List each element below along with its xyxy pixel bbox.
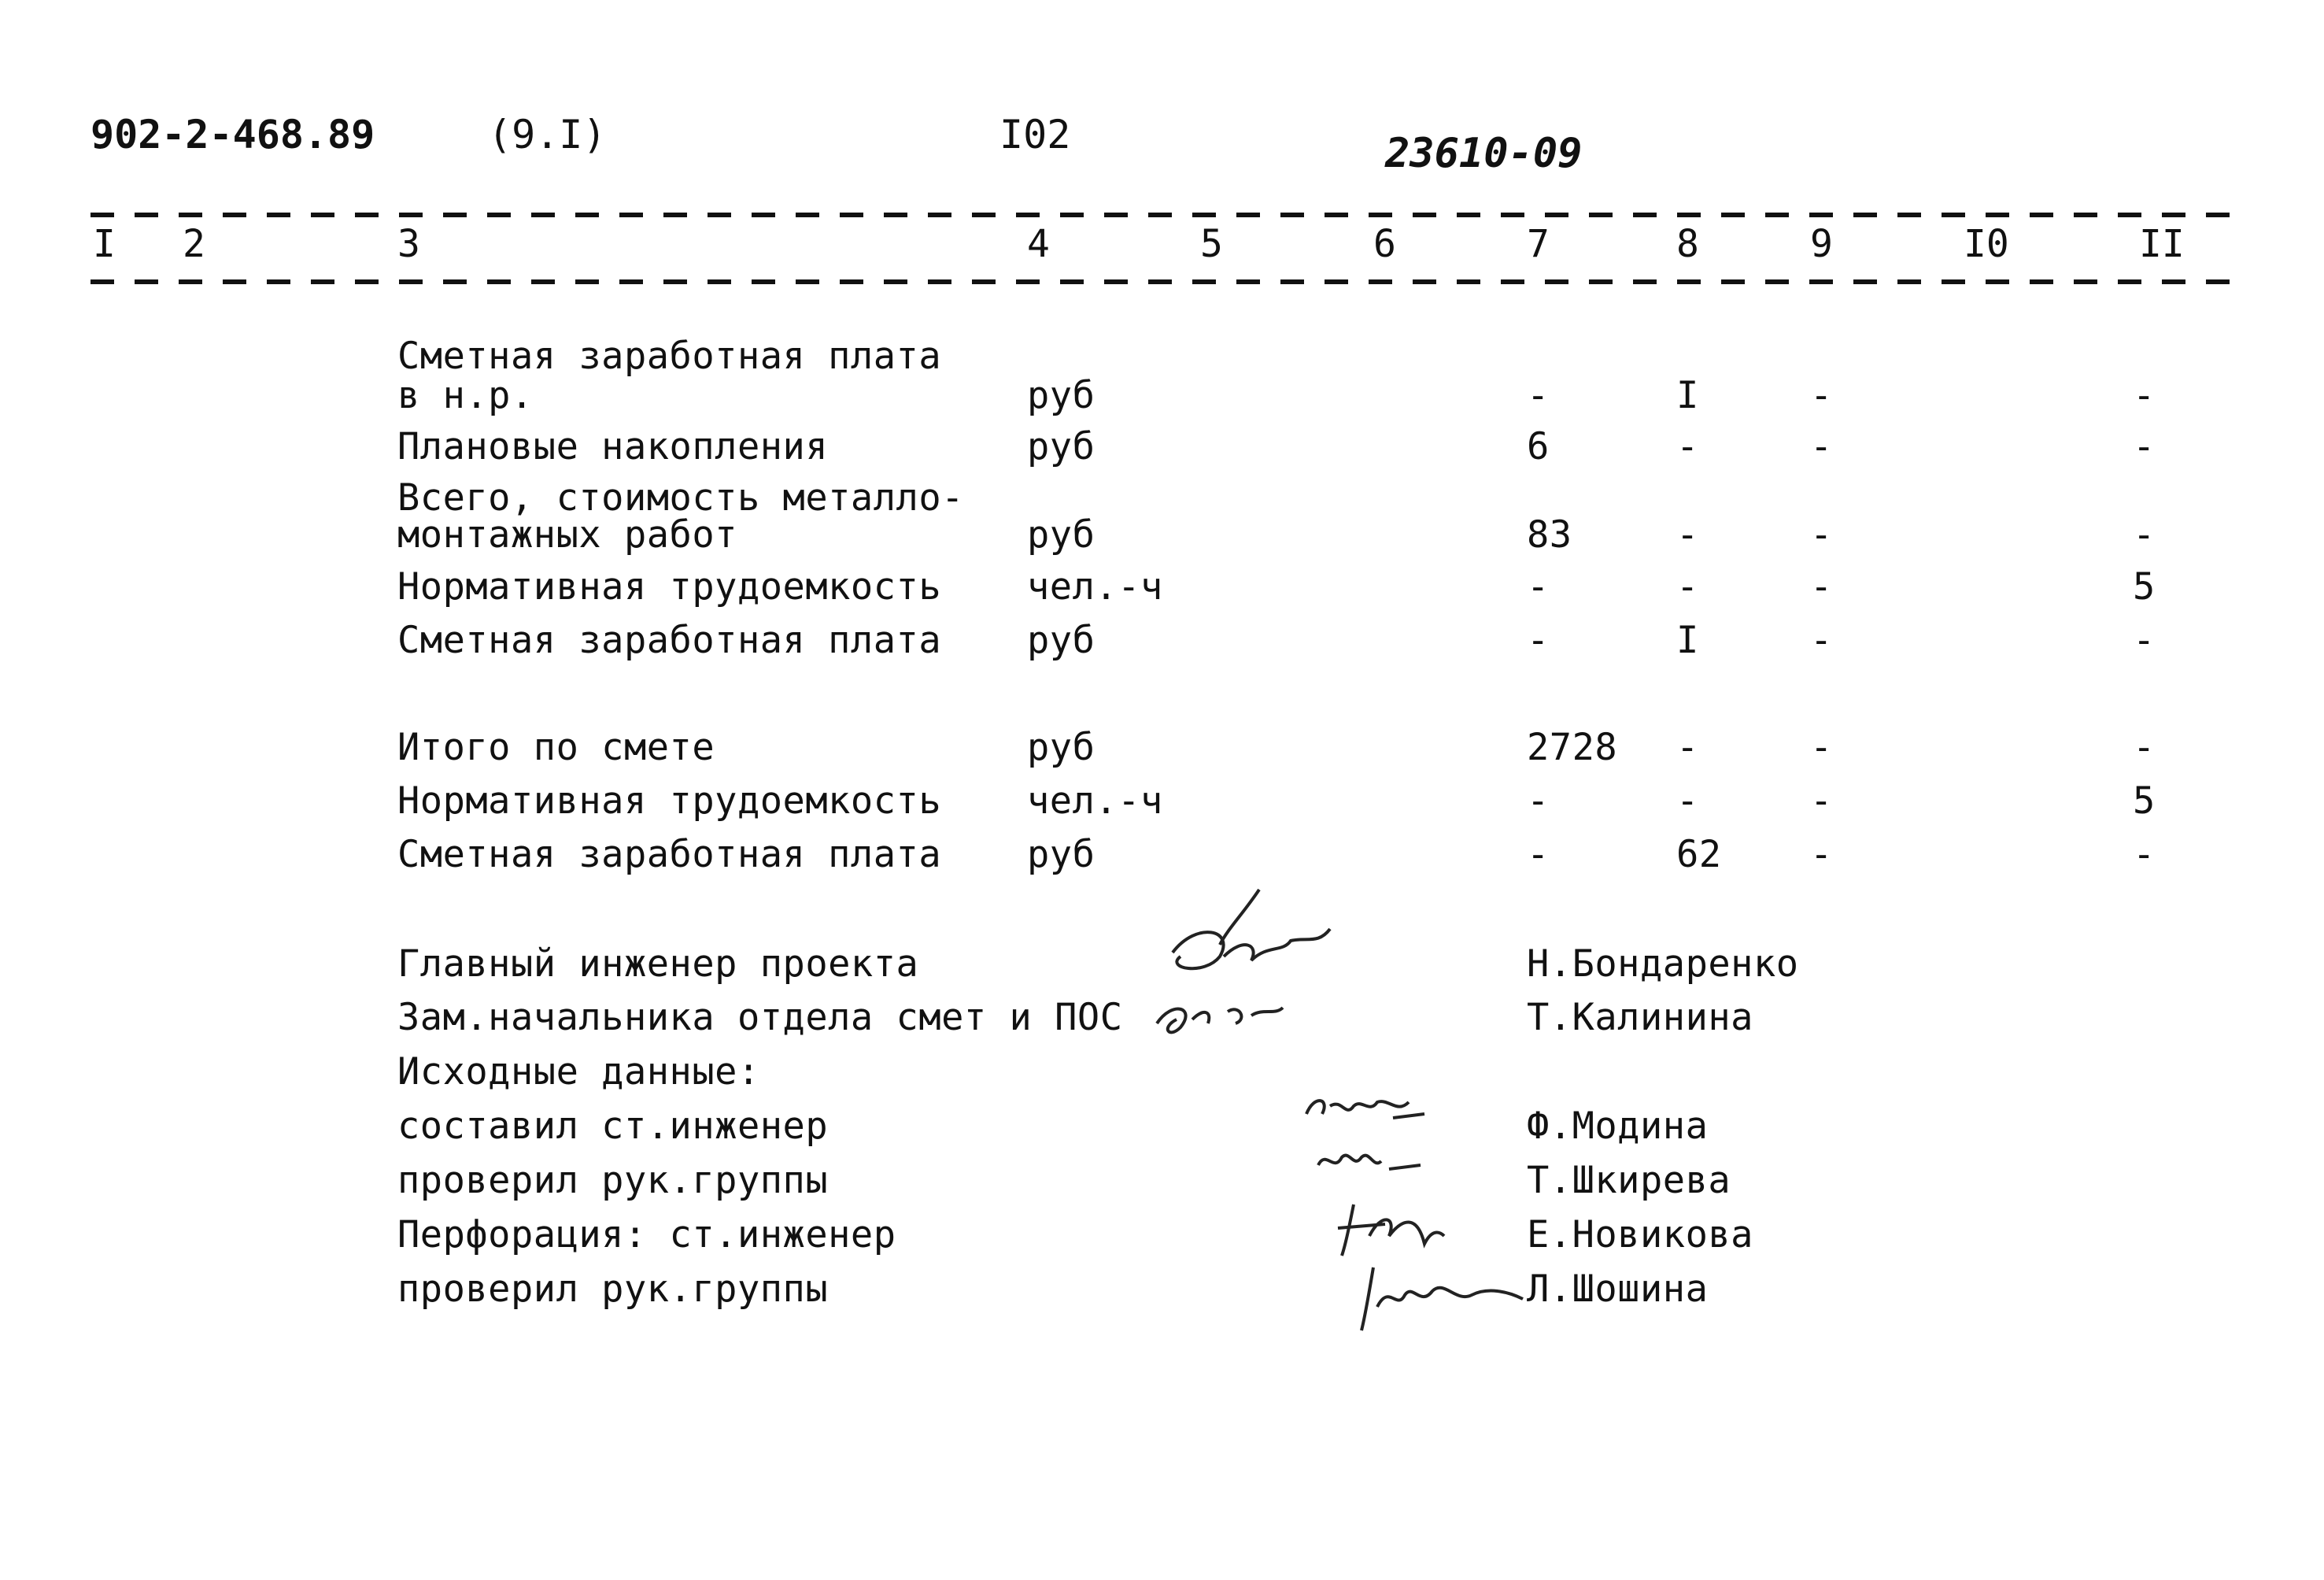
row-col7: 83 [1527,513,1572,557]
row-col9: - [1810,513,1833,557]
signature-role: Исходные данные: [397,1050,760,1093]
column-number-8: 8 [1676,222,1699,266]
row-col11: - [2133,726,2156,769]
signature-role: Перфорация: ст.инженер [397,1213,896,1256]
row-col7: 6 [1527,425,1550,468]
signature-person: Т.Шкирева [1527,1159,1731,1202]
row-unit: руб [1027,513,1095,557]
row-col11: - [2133,833,2156,876]
row-col8: I [1676,374,1699,417]
row-col11: - [2133,619,2156,662]
signature-person: Ф.Модина [1527,1105,1709,1148]
row-col11: - [2133,425,2156,468]
column-number-5: 5 [1200,222,1223,266]
document-number: 902-2-468.89 [91,112,375,157]
signature-role: составил ст.инженер [397,1105,829,1148]
row-col9: - [1810,619,1833,662]
handwritten-signature [1149,882,1354,1003]
signature-role: проверил рук.группы [397,1267,829,1311]
row-name: Сметная заработная плата [397,619,942,662]
row-col9: - [1810,374,1833,417]
row-col7: - [1527,779,1550,823]
row-unit: руб [1027,425,1095,468]
row-unit: руб [1027,619,1095,662]
row-col8: - [1676,726,1699,769]
row-col7: - [1527,374,1550,417]
signature-person: Е.Новикова [1527,1213,1753,1256]
handwritten-signature [1299,1082,1432,1141]
row-col11: 5 [2133,565,2156,609]
column-number-9: 9 [1810,222,1833,266]
row-unit: руб [1027,726,1095,769]
signature-person: Л.Шошина [1527,1267,1709,1311]
handwritten-signature [1310,1142,1428,1192]
row-unit: руб [1027,374,1095,417]
signature-role: Главный инженер проекта [397,942,919,986]
column-number-2: 2 [183,222,205,266]
row-col8: - [1676,779,1699,823]
row-name-cont: в н.р. [397,374,534,417]
row-col11: - [2133,374,2156,417]
table-top-rule [91,213,2247,217]
row-col8: I [1676,619,1699,662]
signature-role: Зам.начальника отдела смет и ПОС [397,996,1123,1039]
row-col11: - [2133,513,2156,557]
signature-person: Н.Бондаренко [1527,942,1799,986]
row-unit: чел.-ч [1027,565,1163,609]
signature-role: проверил рук.группы [397,1159,829,1202]
row-col7: - [1527,565,1550,609]
row-col9: - [1810,833,1833,876]
row-col11: 5 [2133,779,2156,823]
row-col8: 62 [1676,833,1722,876]
row-col9: - [1810,565,1833,609]
row-col9: - [1810,726,1833,769]
row-name: Плановые накопления [397,425,829,468]
column-number-11: II [2139,222,2185,266]
column-number-6: 6 [1373,222,1396,266]
page-number: I02 [999,112,1071,157]
row-col8: - [1676,513,1699,557]
column-number-7: 7 [1527,222,1550,266]
row-name: Сметная заработная плата [397,335,942,378]
handwritten-signature [1149,988,1322,1046]
column-number-3: 3 [397,222,420,266]
column-number-1: I [93,222,116,266]
row-col7: - [1527,833,1550,876]
section-number: (9.I) [488,112,607,157]
row-name: Итого по смете [397,726,715,769]
row-name: Нормативная трудоемкость [397,779,942,823]
row-name: Сметная заработная плата [397,833,942,876]
row-col9: - [1810,425,1833,468]
row-col8: - [1676,565,1699,609]
row-col9: - [1810,779,1833,823]
row-name-cont: монтажных работ [397,513,737,557]
row-name: Нормативная трудоемкость [397,565,942,609]
row-col7: 2728 [1527,726,1618,769]
row-name: Всего, стоимость металло- [397,476,964,520]
row-col8: - [1676,425,1699,468]
column-number-4: 4 [1027,222,1050,266]
row-col7: - [1527,619,1550,662]
column-number-10: I0 [1964,222,2009,266]
row-unit: руб [1027,833,1095,876]
signature-person: Т.Калинина [1527,996,1753,1039]
handwritten-signature [1354,1252,1535,1341]
row-unit: чел.-ч [1027,779,1163,823]
handwritten-stamp-number: 23610-09 [1385,130,1583,177]
table-header-rule [91,279,2247,284]
